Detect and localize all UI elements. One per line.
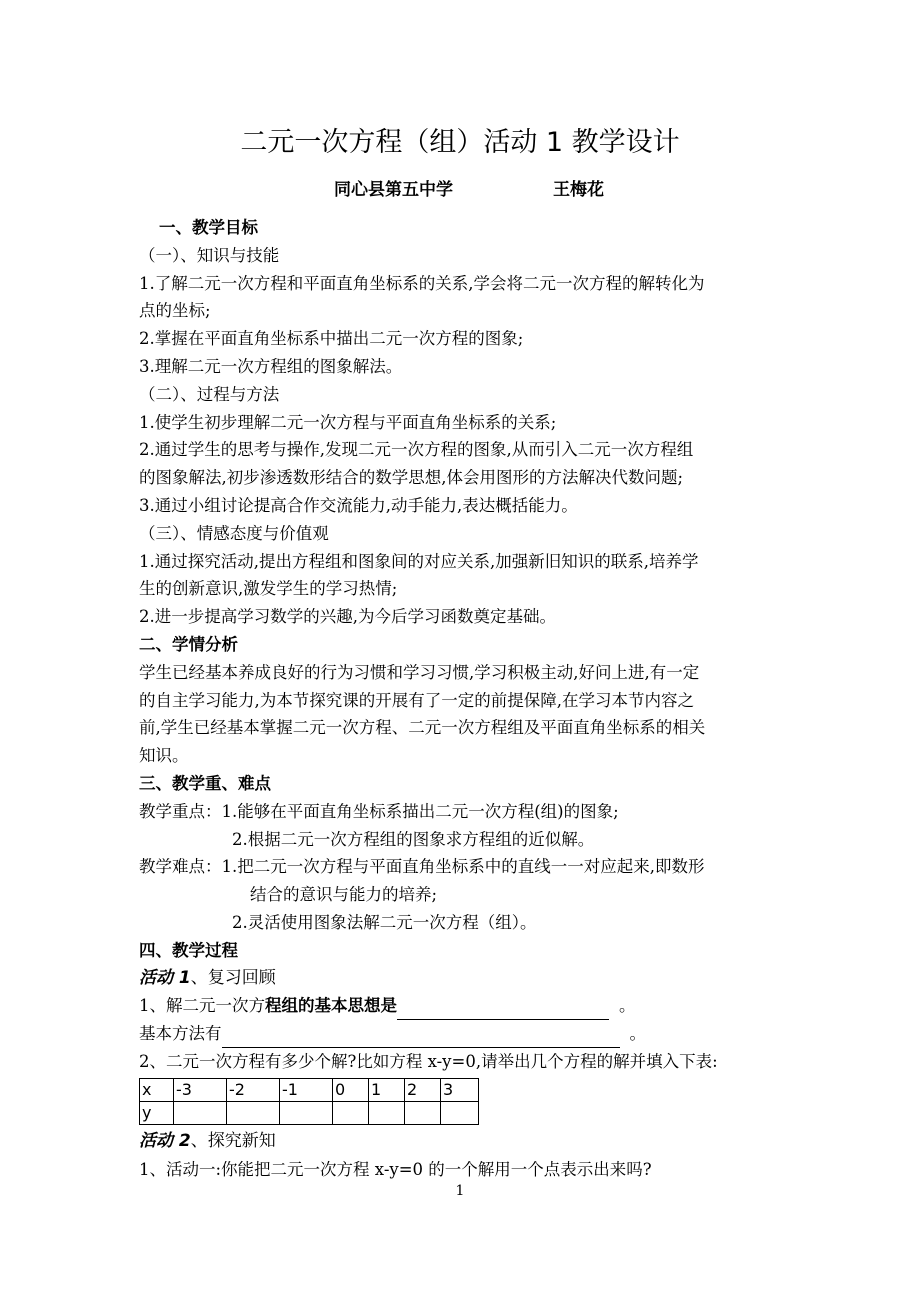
- table-header-cell: y: [140, 1101, 174, 1124]
- page-number: 1: [455, 1183, 465, 1199]
- table-row-x: [140, 1078, 479, 1101]
- table-empty-cell[interactable]: [441, 1101, 479, 1124]
- question-1-line: [139, 992, 799, 1020]
- table-empty-cell[interactable]: [405, 1101, 441, 1124]
- key-point-item: 1.能够在平面直角坐标系描出二元一次方程(组)的图象;: [221, 801, 619, 821]
- paragraph-line: 知识。: [139, 746, 189, 766]
- section-heading-keypoints: 三、教学重、难点: [139, 773, 271, 793]
- answer-blank[interactable]: [397, 1001, 609, 1020]
- paragraph-line: 1.通过探究活动,提出方程组和图象间的对应关系,加强新旧知识的联系,培养学: [139, 551, 699, 571]
- question-text: 基本方法有: [139, 1024, 222, 1044]
- paragraph-line: 2.掌握在平面直角坐标系中描出二元一次方程的图象;: [139, 329, 524, 349]
- activity-1-subtitle: 、复习回顾: [190, 967, 276, 988]
- key-point-item: 2.根据二元一次方程组的图象求方程组的近似解。: [232, 829, 595, 849]
- difficulty-item-continued: 结合的意识与能力的培养;: [250, 885, 438, 905]
- difficulty-item: 1.把二元一次方程与平面直角坐标系中的直线一一对应起来,即数形: [221, 857, 705, 877]
- question-text-bold: 程组的基本思想是: [265, 996, 397, 1016]
- question-3-line: 1、活动一:你能把二元一次方程 x-y=0 的一个解用一个点表示出来吗?: [139, 1159, 652, 1179]
- question-text: 1、解二元一次方: [139, 996, 265, 1016]
- section-heading-process: 四、教学过程: [139, 940, 238, 960]
- question-2-line: 2、二元一次方程有多少个解?比如方程 x-y=0,请举出几个方程的解并填入下表:: [139, 1051, 718, 1071]
- paragraph-line: 1.了解二元一次方程和平面直角坐标系的关系,学会将二元一次方程的解转化为: [139, 273, 705, 293]
- key-point-line: [139, 798, 799, 826]
- table-empty-cell[interactable]: [227, 1101, 280, 1124]
- key-point-label: 教学重点：: [139, 801, 222, 821]
- section-heading-analysis: 二、学情分析: [139, 634, 238, 654]
- activity-1-heading: [139, 965, 799, 993]
- table-cell: 2: [405, 1078, 441, 1101]
- table-cell: -2: [227, 1078, 280, 1101]
- paragraph-line: 的图象解法,初步渗透数形结合的数学思想,体会用图形的方法解决代数问题;: [139, 468, 684, 488]
- paragraph-line: 2.通过学生的思考与操作,发现二元一次方程的图象,从而引入二元一次方程组: [139, 440, 694, 460]
- table-empty-cell[interactable]: [280, 1101, 333, 1124]
- subheading-knowledge: （一）、知识与技能: [139, 245, 280, 265]
- activity-2-label: 活动 2: [139, 1130, 191, 1151]
- document-title: 二元一次方程（组）活动 1 教学设计: [240, 127, 680, 158]
- table-empty-cell[interactable]: [333, 1101, 369, 1124]
- author-name: 王梅花: [553, 180, 604, 200]
- paragraph-line: 1.使学生初步理解二元一次方程与平面直角坐标系的关系;: [139, 412, 557, 432]
- table-cell: -3: [174, 1078, 227, 1101]
- table-row-y: [140, 1101, 479, 1124]
- solution-table: [139, 1078, 479, 1125]
- subheading-attitude: （三）、情感态度与价值观: [139, 523, 329, 543]
- difficulty-line: [139, 853, 799, 881]
- table-cell: 0: [333, 1078, 369, 1101]
- activity-2-heading: [139, 1128, 799, 1156]
- paragraph-line: 的自主学习能力,为本节探究课的开展有了一定的前提保障,在学习本节内容之: [139, 690, 694, 710]
- answer-blank[interactable]: [222, 1029, 620, 1048]
- author-school: 同心县第五中学: [334, 180, 453, 200]
- table-cell: -1: [280, 1078, 333, 1101]
- paragraph-line: 前,学生已经基本掌握二元一次方程、二元一次方程组及平面直角坐标系的相关: [139, 718, 706, 738]
- paragraph-line: 点的坐标;: [139, 301, 211, 321]
- paragraph-line: 生的创新意识,激发学生的学习热情;: [139, 579, 398, 599]
- question-end: 。: [619, 996, 636, 1016]
- paragraph-line: 学生已经基本养成良好的行为习惯和学习习惯,学习积极主动,好问上进,有一定: [139, 662, 700, 682]
- question-1b-line: [139, 1020, 799, 1048]
- table-cell: 3: [441, 1078, 479, 1101]
- table-empty-cell[interactable]: [174, 1101, 227, 1124]
- paragraph-line: 2.进一步提高学习数学的兴趣,为今后学习函数奠定基础。: [139, 607, 556, 627]
- section-heading-goals: 一、教学目标: [159, 218, 258, 237]
- question-end: 。: [629, 1024, 646, 1044]
- difficulty-item: 2.灵活使用图象法解二元一次方程（组）。: [232, 912, 537, 932]
- table-header-cell: x: [140, 1078, 174, 1101]
- paragraph-line: 3.理解二元一次方程组的图象解法。: [139, 356, 403, 376]
- activity-2-subtitle: 、探究新知: [190, 1130, 276, 1151]
- table-empty-cell[interactable]: [369, 1101, 405, 1124]
- paragraph-line: 3.通过小组讨论提高合作交流能力,动手能力,表达概括能力。: [139, 495, 578, 515]
- activity-1-label: 活动 1: [139, 967, 191, 988]
- subheading-process: （二）、过程与方法: [139, 384, 280, 404]
- table-cell: 1: [369, 1078, 405, 1101]
- difficulty-label: 教学难点：: [139, 857, 222, 877]
- document-body: [139, 214, 799, 1183]
